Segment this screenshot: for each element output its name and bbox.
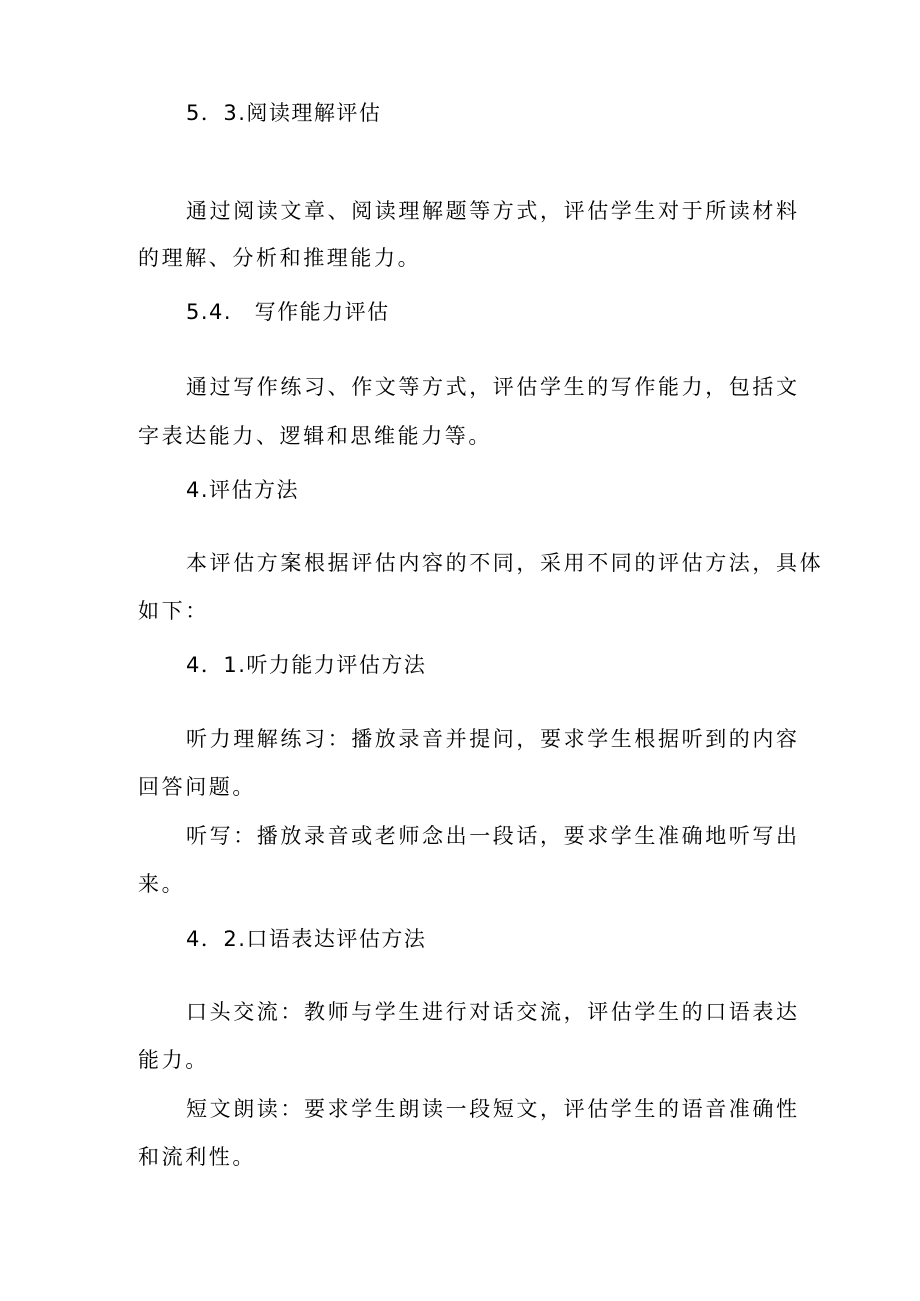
paragraph-line: 听写：播放录音或老师念出一段话，要求学生准确地听写出 [186, 824, 800, 848]
heading-4: 4.评估方法 [186, 478, 300, 502]
heading-4-2: 4．2.口语表达评估方法 [186, 927, 427, 951]
heading-4-1: 4．1.听力能力评估方法 [186, 653, 427, 677]
paragraph-line: 的理解、分析和推理能力。 [138, 246, 422, 270]
paragraph-line: 回答问题。 [138, 775, 256, 799]
paragraph-line: 如下： [138, 599, 209, 623]
paragraph-line: 口头交流：教师与学生进行对话交流，评估学生的口语表达 [186, 1000, 800, 1024]
paragraph-line: 听力理解练习：播放录音并提问，要求学生根据听到的内容 [186, 727, 800, 751]
paragraph-line: 本评估方案根据评估内容的不同，采用不同的评估方法，具体 [186, 551, 824, 575]
paragraph-line: 能力。 [138, 1048, 209, 1072]
paragraph-line: 来。 [138, 872, 186, 896]
paragraph-line: 短文朗读：要求学生朗读一段短文，评估学生的语音准确性 [186, 1097, 800, 1121]
heading-5-3: 5．3.阅读理解评估 [186, 101, 382, 125]
heading-5-4: 5.4. 写作能力评估 [186, 300, 390, 324]
paragraph-line: 和流利性。 [138, 1145, 256, 1169]
paragraph-line: 通过写作练习、作文等方式，评估学生的写作能力，包括文 [186, 375, 800, 399]
paragraph-line: 字表达能力、逻辑和思维能力等。 [138, 424, 492, 448]
paragraph-line: 通过阅读文章、阅读理解题等方式，评估学生对于所读材料 [186, 199, 800, 223]
